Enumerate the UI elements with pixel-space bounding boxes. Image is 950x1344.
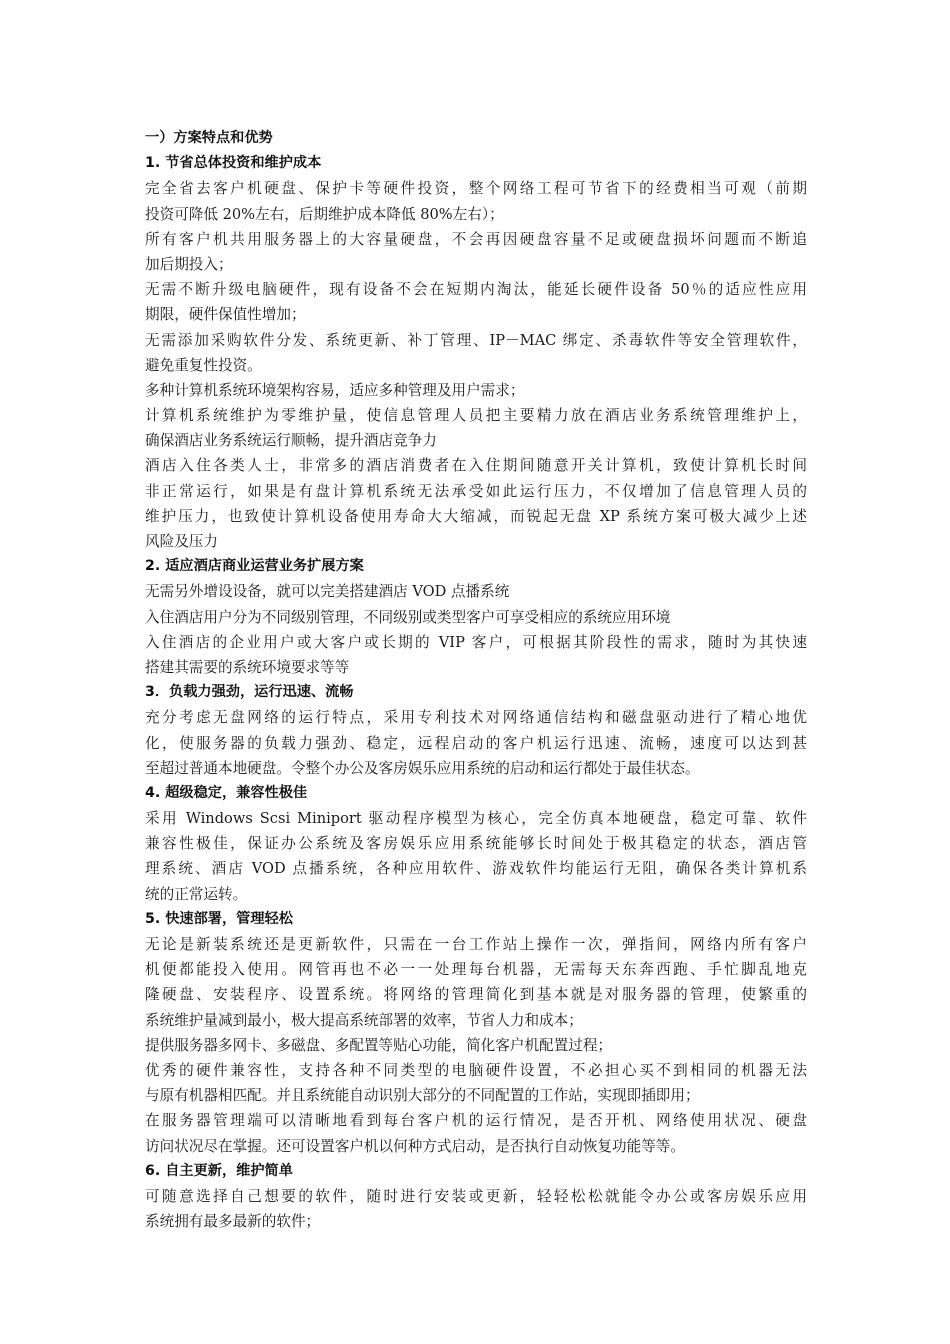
paragraph-line: 计算机系统维护为零维护量，使信息管理人员把主要精力放在酒店业务系统管理维护上， xyxy=(145,407,807,425)
paragraph-line: 机便都能投入使用。网管再也不必一一处理每台机器，无需每天东奔西跑、手忙脚乱地克 xyxy=(145,961,807,979)
paragraph-line: 访问状况尽在掌握。还可设置客户机以何种方式启动，是否执行自动恢复功能等等。 xyxy=(145,1137,685,1155)
paragraph-line: 风险及压力 xyxy=(145,533,218,550)
paragraph-line: 所有客户机共用服务器上的大容量硬盘，不会再因硬盘容量不足或硬盘损坏问题而不断追 xyxy=(145,230,807,248)
paragraph-line: 优秀的硬件兼容性，支持各种不同类型的电脑硬件设置，不必担心买不到相同的机器无法 xyxy=(145,1061,807,1079)
section-heading: 6. 自主更新，维护简单 xyxy=(145,1162,293,1179)
paragraph-line: 系统拥有最多最新的软件； xyxy=(145,1213,321,1231)
paragraph-line: 加后期投入； xyxy=(145,255,233,273)
paragraph-line: 与原有机器相匹配。并且系统能自动识别大部分的不同配置的工作站，实现即插即用； xyxy=(145,1087,700,1105)
paragraph-line: 避免重复性投资。 xyxy=(145,356,262,374)
paragraph-line: 入住酒店用户分为不同级别管理，不同级别或类型客户可享受相应的系统应用环境 xyxy=(145,608,671,626)
section-heading: 2. 适应酒店商业运营业务扩展方案 xyxy=(145,558,364,575)
paragraph-line: 维护压力，也致使计算机设备使用寿命大大缩减，而锐起无盘 XP 系统方案可极大减少上述 xyxy=(145,507,807,525)
paragraph-line: 无论是新装系统还是更新软件，只需在一台工作站上操作一次，弹指间，网络内所有客户 xyxy=(145,936,807,953)
paragraph-line: 兼容性极佳，保证办公系统及客房娱乐应用系统能够长时间处于极其稳定的状态，酒店管 xyxy=(145,835,807,853)
section-heading: 5. 快速部署，管理轻松 xyxy=(145,910,293,927)
paragraph-line: 在服务器管理端可以清晰地看到每台客户机的运行情况，是否开机、网络使用状况、硬盘 xyxy=(145,1112,807,1130)
paragraph-line: 入住酒店的企业用户或大客户或长期的 VIP 客户，可根据其阶段性的需求，随时为其快速 xyxy=(145,633,807,651)
paragraph-line: 期限，硬件保值性增加； xyxy=(145,306,306,324)
section-heading: 1. 节省总体投资和维护成本 xyxy=(145,155,322,172)
section-heading: 4. 超级稳定，兼容性极佳 xyxy=(145,784,308,801)
section-title: 一）方案特点和优势 xyxy=(145,130,273,146)
paragraph-line: 系统维护量减到最小，极大提高系统部署的效率，节省人力和成本； xyxy=(145,1011,583,1029)
paragraph-line: 理系统、酒店 VOD 点播系统，各种应用软件、游戏软件均能运行无阻，确保各类计算机系 xyxy=(145,860,807,878)
paragraph-line: 投资可降低 20%左右，后期维护成本降低 80%左右）； xyxy=(145,205,504,223)
document-lines xyxy=(145,151,807,1234)
paragraph-line: 化，使服务器的负载力强劲、稳定，远程启动的客户机运行迅速、流畅，速度可以达到甚 xyxy=(145,734,807,752)
paragraph-line: 多种计算机系统环境架构容易，适应多种管理及用户需求； xyxy=(145,381,525,399)
paragraph-line: 无需不断升级电脑硬件，现有设备不会在短期内淘汰，能延长硬件设备 50％的适应性应用 xyxy=(145,281,807,299)
paragraph-line: 统的正常运转。 xyxy=(145,885,248,903)
paragraph-line: 无需添加采购软件分发、系统更新、补丁管理、IP－MAC 绑定、杀毒软件等安全管理软件， xyxy=(145,331,807,349)
paragraph-line: 采用 Windows Scsi Miniport 驱动程序模型为核心，完全仿真本地硬盘，稳定可靠、软件 xyxy=(145,810,807,828)
paragraph-line: 完全省去客户机硬盘、保护卡等硬件投资，整个网络工程可节省下的经费相当可观（前期 xyxy=(145,180,807,198)
paragraph-line: 充分考虑无盘网络的运行特点，采用专利技术对网络通信结构和磁盘驱动进行了精心地优 xyxy=(145,709,807,727)
paragraph-line: 非正常运行，如果是有盘计算机系统无法承受如此运行压力，不仅增加了信息管理人员的 xyxy=(145,482,807,500)
paragraph-line: 搭建其需要的系统环境要求等等 xyxy=(145,658,350,676)
section-heading: 3．负载力强劲，运行迅速、流畅 xyxy=(145,684,354,701)
paragraph-line: 酒店入住各类人士，非常多的酒店消费者在入住期间随意开关计算机，致使计算机长时间 xyxy=(145,457,807,475)
paragraph-line: 隆硬盘、安装程序、设置系统。将网络的管理简化到基本就是对服务器的管理，使繁重的 xyxy=(145,986,807,1004)
paragraph-line: 至超过普通本地硬盘。令整个办公及客房娱乐应用系统的启动和运行都处于最佳状态。 xyxy=(145,759,700,777)
paragraph-line: 可随意选择自己想要的软件，随时进行安装或更新，轻轻松松就能令办公或客房娱乐应用 xyxy=(145,1187,807,1205)
paragraph-line: 无需另外增设设备，就可以完美搭建酒店 VOD 点播系统 xyxy=(145,583,510,601)
paragraph-line: 提供服务器多网卡、多磁盘、多配置等贴心功能，简化客户机配置过程； xyxy=(145,1036,613,1054)
paragraph-line: 确保酒店业务系统运行顺畅，提升酒店竞争力 xyxy=(145,432,437,450)
document-body xyxy=(145,126,807,1234)
